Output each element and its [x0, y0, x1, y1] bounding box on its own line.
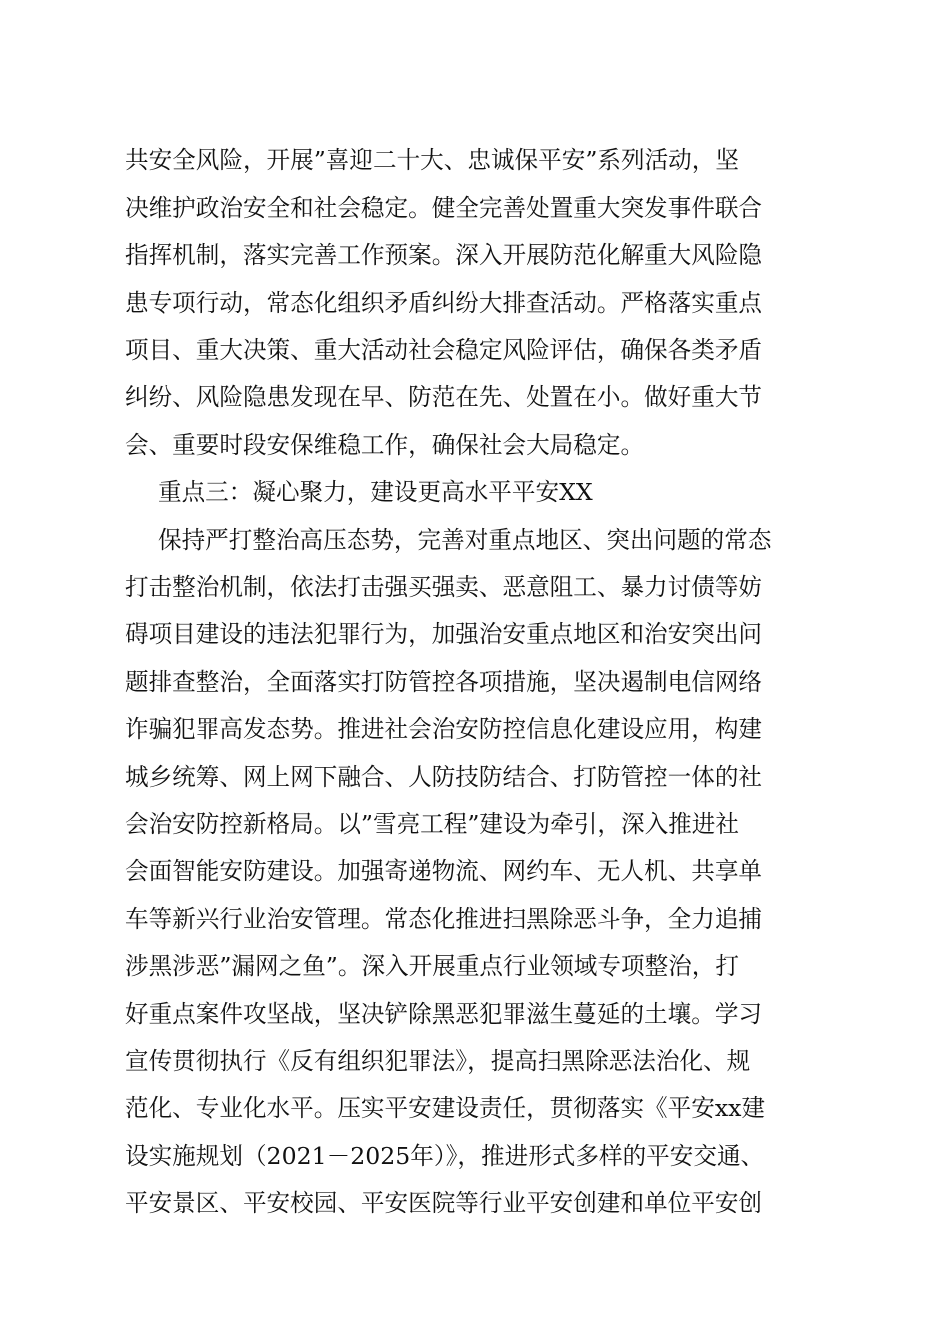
- paragraph-line: 指挥机制，落实完善工作预案。深入开展防范化解重大风险隐: [125, 241, 763, 269]
- paragraph-line: 打击整治机制，依法打击强买强卖、恶意阻工、暴力讨债等妨: [125, 573, 763, 601]
- paragraph-line: 设实施规划（2021－2025年）》，推进形式多样的平安交通、: [125, 1142, 765, 1170]
- paragraph-line: 纠纷、风险隐患发现在早、防范在先、处置在小。做好重大节: [125, 383, 763, 411]
- paragraph-line: 会面智能安防建设。加强寄递物流、网约车、无人机、共享单: [125, 857, 763, 885]
- paragraph-line: 宣传贯彻执行《反有组织犯罪法》，提高扫黑除恶法治化、规: [125, 1047, 751, 1075]
- paragraph-line: 城乡统筹、网上网下融合、人防技防结合、打防管控一体的社: [125, 763, 763, 791]
- paragraph-line: 车等新兴行业治安管理。常态化推进扫黑除恶斗争，全力追捕: [125, 905, 763, 933]
- paragraph-line: 共安全风险，开展”喜迎二十大、忠诚保平安”系列活动，坚: [125, 146, 739, 174]
- paragraph-line: 决维护政治安全和社会稳定。健全完善处置重大突发事件联合: [125, 194, 763, 222]
- paragraph-line: 保持严打整治高压态势，完善对重点地区、突出问题的常态: [158, 526, 772, 554]
- paragraph-line: 范化、专业化水平。压实平安建设责任，贯彻落实《平安xx建: [125, 1094, 766, 1122]
- paragraph-line: 平安景区、平安校园、平安医院等行业平安创建和单位平安创: [125, 1189, 763, 1217]
- paragraph-line: 项目、重大决策、重大活动社会稳定风险评估，确保各类矛盾: [125, 336, 763, 364]
- paragraph-line: 诈骗犯罪高发态势。推进社会治安防控信息化建设应用，构建: [125, 715, 763, 743]
- paragraph-line: 好重点案件攻坚战，坚决铲除黑恶犯罪滋生蔓延的土壤。学习: [125, 1000, 763, 1028]
- paragraph-line: 碍项目建设的违法犯罪行为，加强治安重点地区和治安突出问: [125, 620, 763, 648]
- paragraph-line: 会治安防控新格局。以”雪亮工程”建设为牵引，深入推进社: [125, 810, 739, 838]
- paragraph-line: 患专项行动，常态化组织矛盾纠纷大排查活动。严格落实重点: [125, 289, 763, 317]
- paragraph-line: 题排查整治，全面落实打防管控各项措施，坚决遏制电信网络: [125, 668, 763, 696]
- paragraph-line: 涉黑涉恶”漏网之鱼”。深入开展重点行业领域专项整治，打: [125, 952, 739, 980]
- paragraph-line: 会、重要时段安保维稳工作，确保社会大局稳定。: [125, 431, 645, 459]
- section-heading: 重点三：凝心聚力，建设更高水平平安XX: [158, 478, 593, 506]
